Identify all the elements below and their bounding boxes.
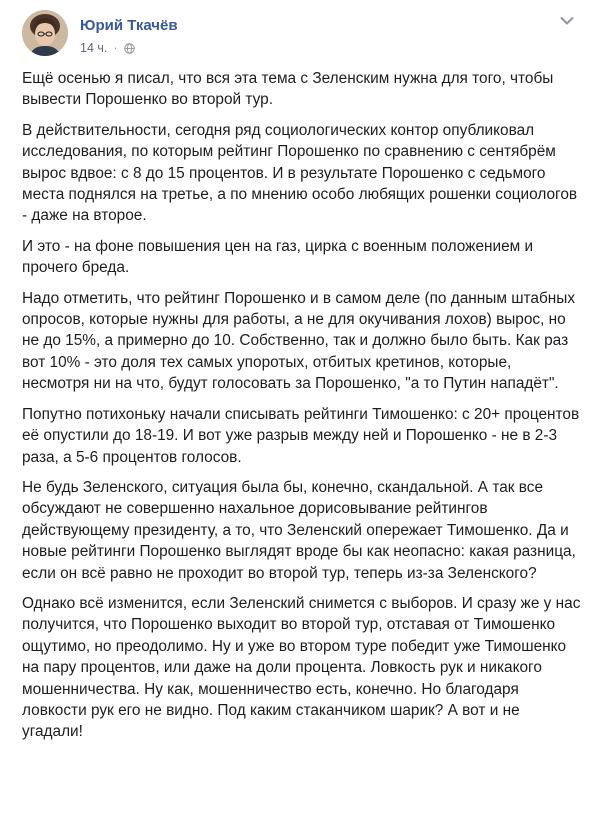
post-timestamp[interactable]: 14 ч. bbox=[80, 41, 108, 55]
post-paragraph: Ещё осенью я писал, что вся эта тема с Зеленским нужна для того, чтобы вывести Порошенко во второй тур. bbox=[22, 70, 554, 109]
post-paragraph: И это - на фоне повышения цен на газ, цирка с военным положением и прочего бреда. bbox=[22, 237, 534, 277]
post-meta bbox=[80, 41, 135, 55]
post-body bbox=[22, 68, 582, 743]
avatar-image bbox=[22, 10, 68, 56]
meta-separator: · bbox=[113, 41, 118, 55]
post-header bbox=[22, 0, 588, 68]
post-paragraph: Однако всё изменится, если Зеленский снимется с выборов. И сразу же у нас получится, что Порошенко выходит во второй тур, отставая от Тимошенко ощутимо, но преодолимо. Ну и уже во втором туре победит уже Тимошенко на пару процентов, или даже на доли процента. Ловкость рук и никакого мошенничества. Ну как, мошенничество есть, конечно. Но благодаря ловкости рук его не видно. Под каким стаканчиком шарик? А вот и не угадали! bbox=[22, 594, 581, 741]
author-name-link[interactable]: Юрий Ткачёв bbox=[80, 17, 178, 34]
post-paragraph: В действительности, сегодня ряд социологических контор опубликовал исследования, по которым рейтинг Порошенко по сравнению с сентябрём вырос вдвое: с 8 до 15 процентов. И в результате Порошенко с седьмого места поднялся на третье, а по мнению особо любящих рошенки социологов - даже на второе. bbox=[22, 121, 578, 225]
globe-icon[interactable] bbox=[124, 43, 135, 54]
author-avatar[interactable] bbox=[22, 10, 68, 56]
post-paragraph: Попутно потихоньку начали списывать рейтинги Тимошенко: с 20+ процентов её опустили до 18-19. И вот уже разрыв между ней и Порошенко - не в 2-3 раза, а 5-6 процентов голосов. bbox=[22, 405, 580, 466]
chevron-down-icon[interactable] bbox=[560, 16, 574, 26]
post-paragraph: Надо отметить, что рейтинг Порошенко и в самом деле (по данным штабных опросов, которые нужны для работы, а не для окучивания лохов) вырос, но не до 15%, а примерно до 10. Собственно, так и должно было быть. Как раз вот 10% - это доля тех самых упоротых, отбитых кретинов, которые, несмотря ни на что, будут голосовать за Порошенко, "а то Путин нападёт". bbox=[22, 289, 576, 393]
post-paragraph: Не будь Зеленского, ситуация была бы, конечно, скандальной. А так все обсуждают не совершенно нахальное дорисовывание рейтингов действующему президенту, а то, что Зеленский опережает Тимошенко. Да и новые рейтинги Порошенко выглядят вроде бы как неопасно: какая разница, если он всё равно не проходит во второй тур, теперь из-за Зеленского? bbox=[22, 478, 576, 582]
